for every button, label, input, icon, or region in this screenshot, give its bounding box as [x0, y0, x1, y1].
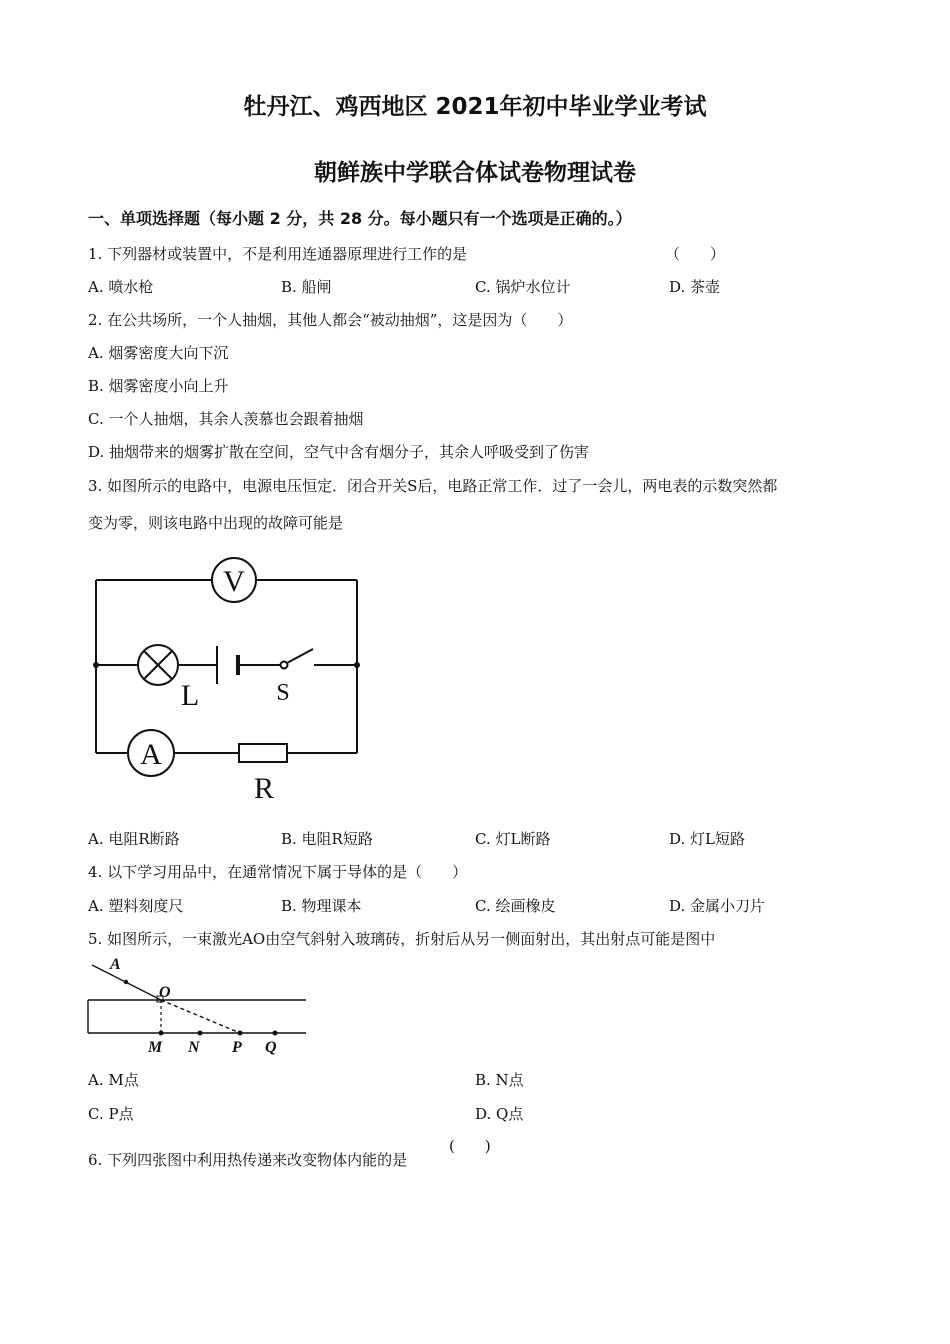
q2-option-a: A. 烟雾密度大向下沉 [88, 344, 229, 362]
battery-symbol [217, 646, 238, 684]
q3-option-a: A. 电阻R断路 [88, 830, 180, 848]
q5-option-b: B. N点 [475, 1071, 524, 1089]
q5-stem: 5. 如图所示，一束激光AO由空气斜射入玻璃砖，折射后从另一侧面射出，其出射点可能是图中 [88, 930, 716, 948]
q4-option-a: A. 塑料刻度尺 [88, 897, 184, 915]
point-m-dot [159, 1031, 164, 1036]
lamp-symbol [138, 645, 199, 712]
q1-bracket: （ ） [665, 245, 726, 263]
point-q-dot [273, 1031, 278, 1036]
switch-label: S [276, 680, 290, 706]
point-a-label: A [110, 956, 121, 973]
point-p-label: P [232, 1039, 242, 1056]
ammeter-symbol [128, 730, 174, 776]
q3-option-c: C. 灯L断路 [475, 830, 551, 848]
lamp-label: L [180, 679, 200, 712]
q3-stem-line1: 3. 如图所示的电路中，电源电压恒定．闭合开关S后，电路正常工作．过了一会儿，两电表的示数突然都 [88, 477, 778, 495]
q4-option-b: B. 物理课本 [281, 897, 362, 915]
q3-option-d: D. 灯L短路 [669, 830, 745, 848]
point-q-label: Q [265, 1039, 277, 1056]
resistor-symbol [239, 744, 287, 805]
point-n-dot [198, 1031, 203, 1036]
q1-option-a: A. 喷水枪 [88, 278, 154, 296]
q1-option-d: D. 茶壶 [669, 278, 721, 296]
q4-option-c: C. 绘画橡皮 [475, 897, 556, 915]
resistor-label: R [253, 772, 275, 805]
q3-stem-line2: 变为零，则该电路中出现的故障可能是 [88, 514, 344, 532]
ammeter-label: A [140, 738, 162, 771]
q5-option-d: D. Q点 [475, 1105, 524, 1123]
point-p-dot [238, 1031, 243, 1036]
q5-glass-brick-diagram [84, 952, 310, 1056]
section-heading: 一、单项选择题（每小题 2 分，共 28 分。每小题只有一个选项是正确的。） [88, 209, 632, 228]
q2-stem: 2. 在公共场所，一个人抽烟，其他人都会“被动抽烟”，这是因为（ ） [88, 311, 573, 329]
point-n-label: N [188, 1039, 200, 1056]
point-m-label: M [148, 1039, 163, 1056]
q1-stem: 1. 下列器材或装置中，不是利用连通器原理进行工作的是 [88, 245, 468, 263]
q6-bracket: ( ) [449, 1137, 491, 1155]
junction-dot-right [354, 662, 360, 668]
switch-symbol [276, 649, 313, 706]
voltmeter-label: V [223, 565, 245, 598]
q3-option-b: B. 电阻R短路 [281, 830, 373, 848]
q4-option-d: D. 金属小刀片 [669, 897, 766, 915]
q2-option-b: B. 烟雾密度小向上升 [88, 377, 229, 395]
q3-circuit-diagram [86, 552, 370, 808]
q5-option-c: C. P点 [88, 1105, 134, 1123]
q4-stem: 4. 以下学习用品中，在通常情况下属于导体的是（ ） [88, 863, 468, 881]
exam-title-line1: 牡丹江、鸡西地区 2021年初中毕业学业考试 [243, 94, 707, 120]
q5-option-a: A. M点 [88, 1071, 139, 1089]
junction-dot-left [93, 662, 99, 668]
q1-option-c: C. 锅炉水位计 [475, 278, 571, 296]
q1-option-b: B. 船闸 [281, 278, 332, 296]
voltmeter-symbol [212, 558, 256, 602]
refracted-ray [161, 1000, 240, 1033]
q2-option-c: C. 一个人抽烟，其余人羡慕也会跟着抽烟 [88, 410, 364, 428]
point-o-label: O [159, 984, 171, 1001]
exam-title-line2: 朝鲜族中学联合体试卷物理试卷 [314, 160, 636, 186]
point-a-dot [124, 980, 128, 984]
q6-stem: 6. 下列四张图中利用热传递来改变物体内能的是 [88, 1151, 408, 1169]
q2-option-d: D. 抽烟带来的烟雾扩散在空间，空气中含有烟分子，其余人呼吸受到了伤害 [88, 443, 590, 461]
